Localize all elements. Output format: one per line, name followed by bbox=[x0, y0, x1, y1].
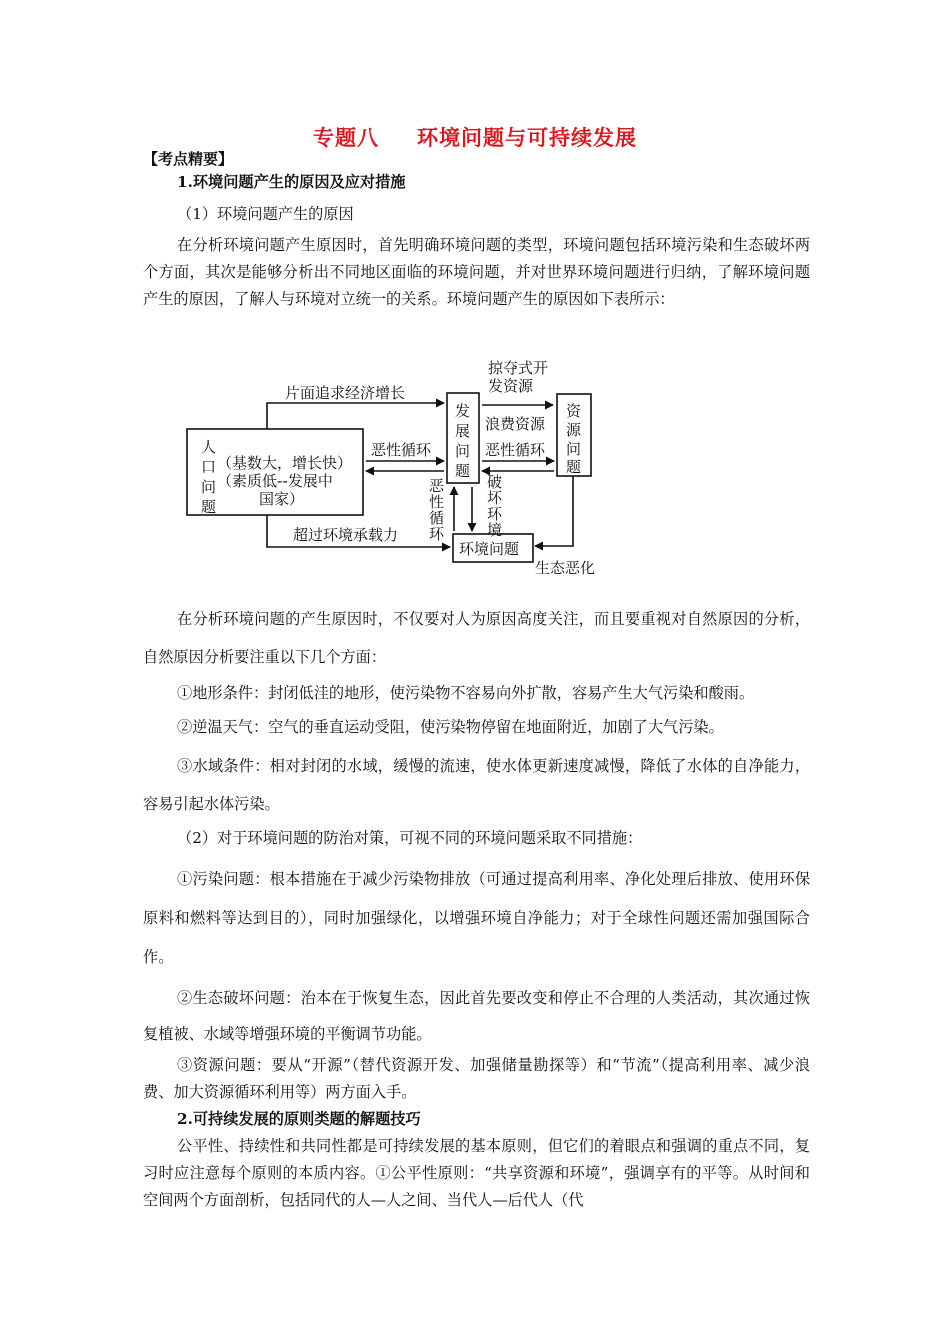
item-terrain: ①地形条件：封闭低洼的地形，使污染物不容易向外扩散，容易产生大气污染和酸雨。 bbox=[177, 684, 755, 702]
diagram-vert-char: 环 bbox=[429, 525, 445, 543]
diagram-plunder: 掠夺式开 bbox=[488, 359, 549, 377]
subheading-measures: （2）对于环境问题的防治对策，可视不同的环境问题采取不同措施： bbox=[177, 829, 643, 847]
diagram-vert-char: 性 bbox=[429, 493, 445, 511]
item-water: ③水域条件：相对封闭的水域，缓慢的流速，使水体更新速度减慢，降低了水体的自净能力，容易引起水体污染。 bbox=[143, 757, 810, 813]
vicious-vertical bbox=[429, 477, 445, 543]
paragraph-natural-causes: 在分析环境问题的产生原因时，不仅要对人为原因高度关注，而且要重视对自然原因的分析，自然原因分析要注重以下几个方面： bbox=[143, 610, 810, 666]
section-tag: 【考点精要】 bbox=[143, 150, 234, 168]
diagram-env-box: 环境问题 bbox=[459, 540, 520, 558]
diagram-pop-char: 口 bbox=[201, 458, 217, 476]
diagram-destroy-char: 坏 bbox=[487, 489, 503, 507]
subheading-causes: （1）环境问题产生的原因 bbox=[177, 205, 354, 223]
heading-principles: 2.可持续发展的原则类题的解题技巧 bbox=[177, 1110, 421, 1128]
diagram-vert-char: 恶 bbox=[429, 477, 445, 495]
item-inversion: ②逆温天气：空气的垂直运动受阻，使污染物停留在地面附近，加剧了大气污染。 bbox=[177, 718, 724, 736]
diagram-arrow-top: 片面追求经济增长 bbox=[285, 384, 406, 402]
causes-diagram bbox=[183, 356, 613, 578]
diagram-pop-line: 国家） bbox=[259, 490, 305, 508]
diagram-destroy-char: 境 bbox=[487, 521, 503, 539]
paragraph-principles: 公平性、持续性和共同性都是可持续发展的基本原则，但它们的着眼点和强调的重点不同，复习时应注意每个原则的本质内容。①公平性原则：“共享资源和环境”，强调享有的平等。从时间和空间两个方面剖析，包括同代的人—人之间、当代人—后代人（代 bbox=[143, 1137, 810, 1209]
diagram-waste: 浪费资源 bbox=[485, 415, 546, 433]
diagram-destroy-char: 环 bbox=[487, 505, 503, 523]
diagram-vicious-left: 恶性循环 bbox=[371, 441, 432, 459]
diagram-destroy-char: 破 bbox=[487, 473, 503, 491]
diagram-dev-char: 问 bbox=[455, 442, 471, 460]
item-pollution: ①污染问题：根本措施在于减少污染物排放（可通过提高利用率、净化处理后排放、使用环保原料和燃料等达到目的），同时加强绿化，以增强环境自净能力；对于全球性问题还需加强国际合作。 bbox=[143, 870, 810, 966]
item-resource: ③资源问题：要从“开源”（替代资源开发、加强储量勘探等）和“节流”（提高利用率、减少浪费、加大资源循环利用等）两方面入手。 bbox=[143, 1056, 810, 1101]
diagram-pop-char: 问 bbox=[201, 478, 217, 496]
page-title: 专题八 环境问题与可持续发展 bbox=[313, 126, 637, 150]
diagram-vert-char: 循 bbox=[429, 509, 445, 527]
heading-causes: 1.环境问题产生的原因及应对措施 bbox=[177, 173, 406, 191]
destroy-vertical bbox=[487, 473, 503, 539]
arrow-growth bbox=[267, 403, 444, 429]
line-eco-worse bbox=[535, 476, 573, 546]
diagram-res-char: 源 bbox=[566, 421, 582, 439]
population-chars bbox=[201, 438, 216, 516]
diagram-res-char: 问 bbox=[566, 440, 582, 458]
diagram-pop-char: 人 bbox=[201, 438, 217, 456]
diagram-res-char: 资 bbox=[566, 402, 582, 420]
development-chars bbox=[455, 402, 470, 480]
diagram-dev-char: 展 bbox=[455, 422, 471, 440]
item-eco: ②生态破坏问题：治本在于恢复生态，因此首先要改变和停止不合理的人类活动，其次通过恢复植被、水域等增强环境的平衡调节功能。 bbox=[143, 989, 810, 1043]
diagram-exceed: 超过环境承载力 bbox=[293, 526, 399, 544]
resource-chars bbox=[566, 402, 582, 476]
diagram-plunder: 发资源 bbox=[488, 377, 534, 395]
diagram-pop-line: （基数大，增长快） bbox=[217, 454, 353, 472]
diagram-res-char: 题 bbox=[566, 458, 582, 476]
diagram-pop-line: （素质低--发展中 bbox=[217, 472, 333, 490]
diagram-dev-char: 发 bbox=[455, 402, 471, 420]
paragraph-causes: 在分析环境问题产生原因时，首先明确环境问题的类型，环境问题包括环境污染和生态破坏两个方面，其次是能够分析出不同地区面临的环境问题，并对世界环境问题进行归纳，了解环境问题产生的原因，了解人与环境对立统一的关系。环境问题产生的原因如下表所示： bbox=[143, 236, 810, 308]
diagram-vicious-right: 恶性循环 bbox=[485, 441, 546, 459]
diagram-eco-worse: 生态恶化 bbox=[535, 559, 596, 577]
diagram-pop-char: 题 bbox=[201, 498, 217, 516]
diagram-dev-char: 题 bbox=[455, 462, 471, 480]
